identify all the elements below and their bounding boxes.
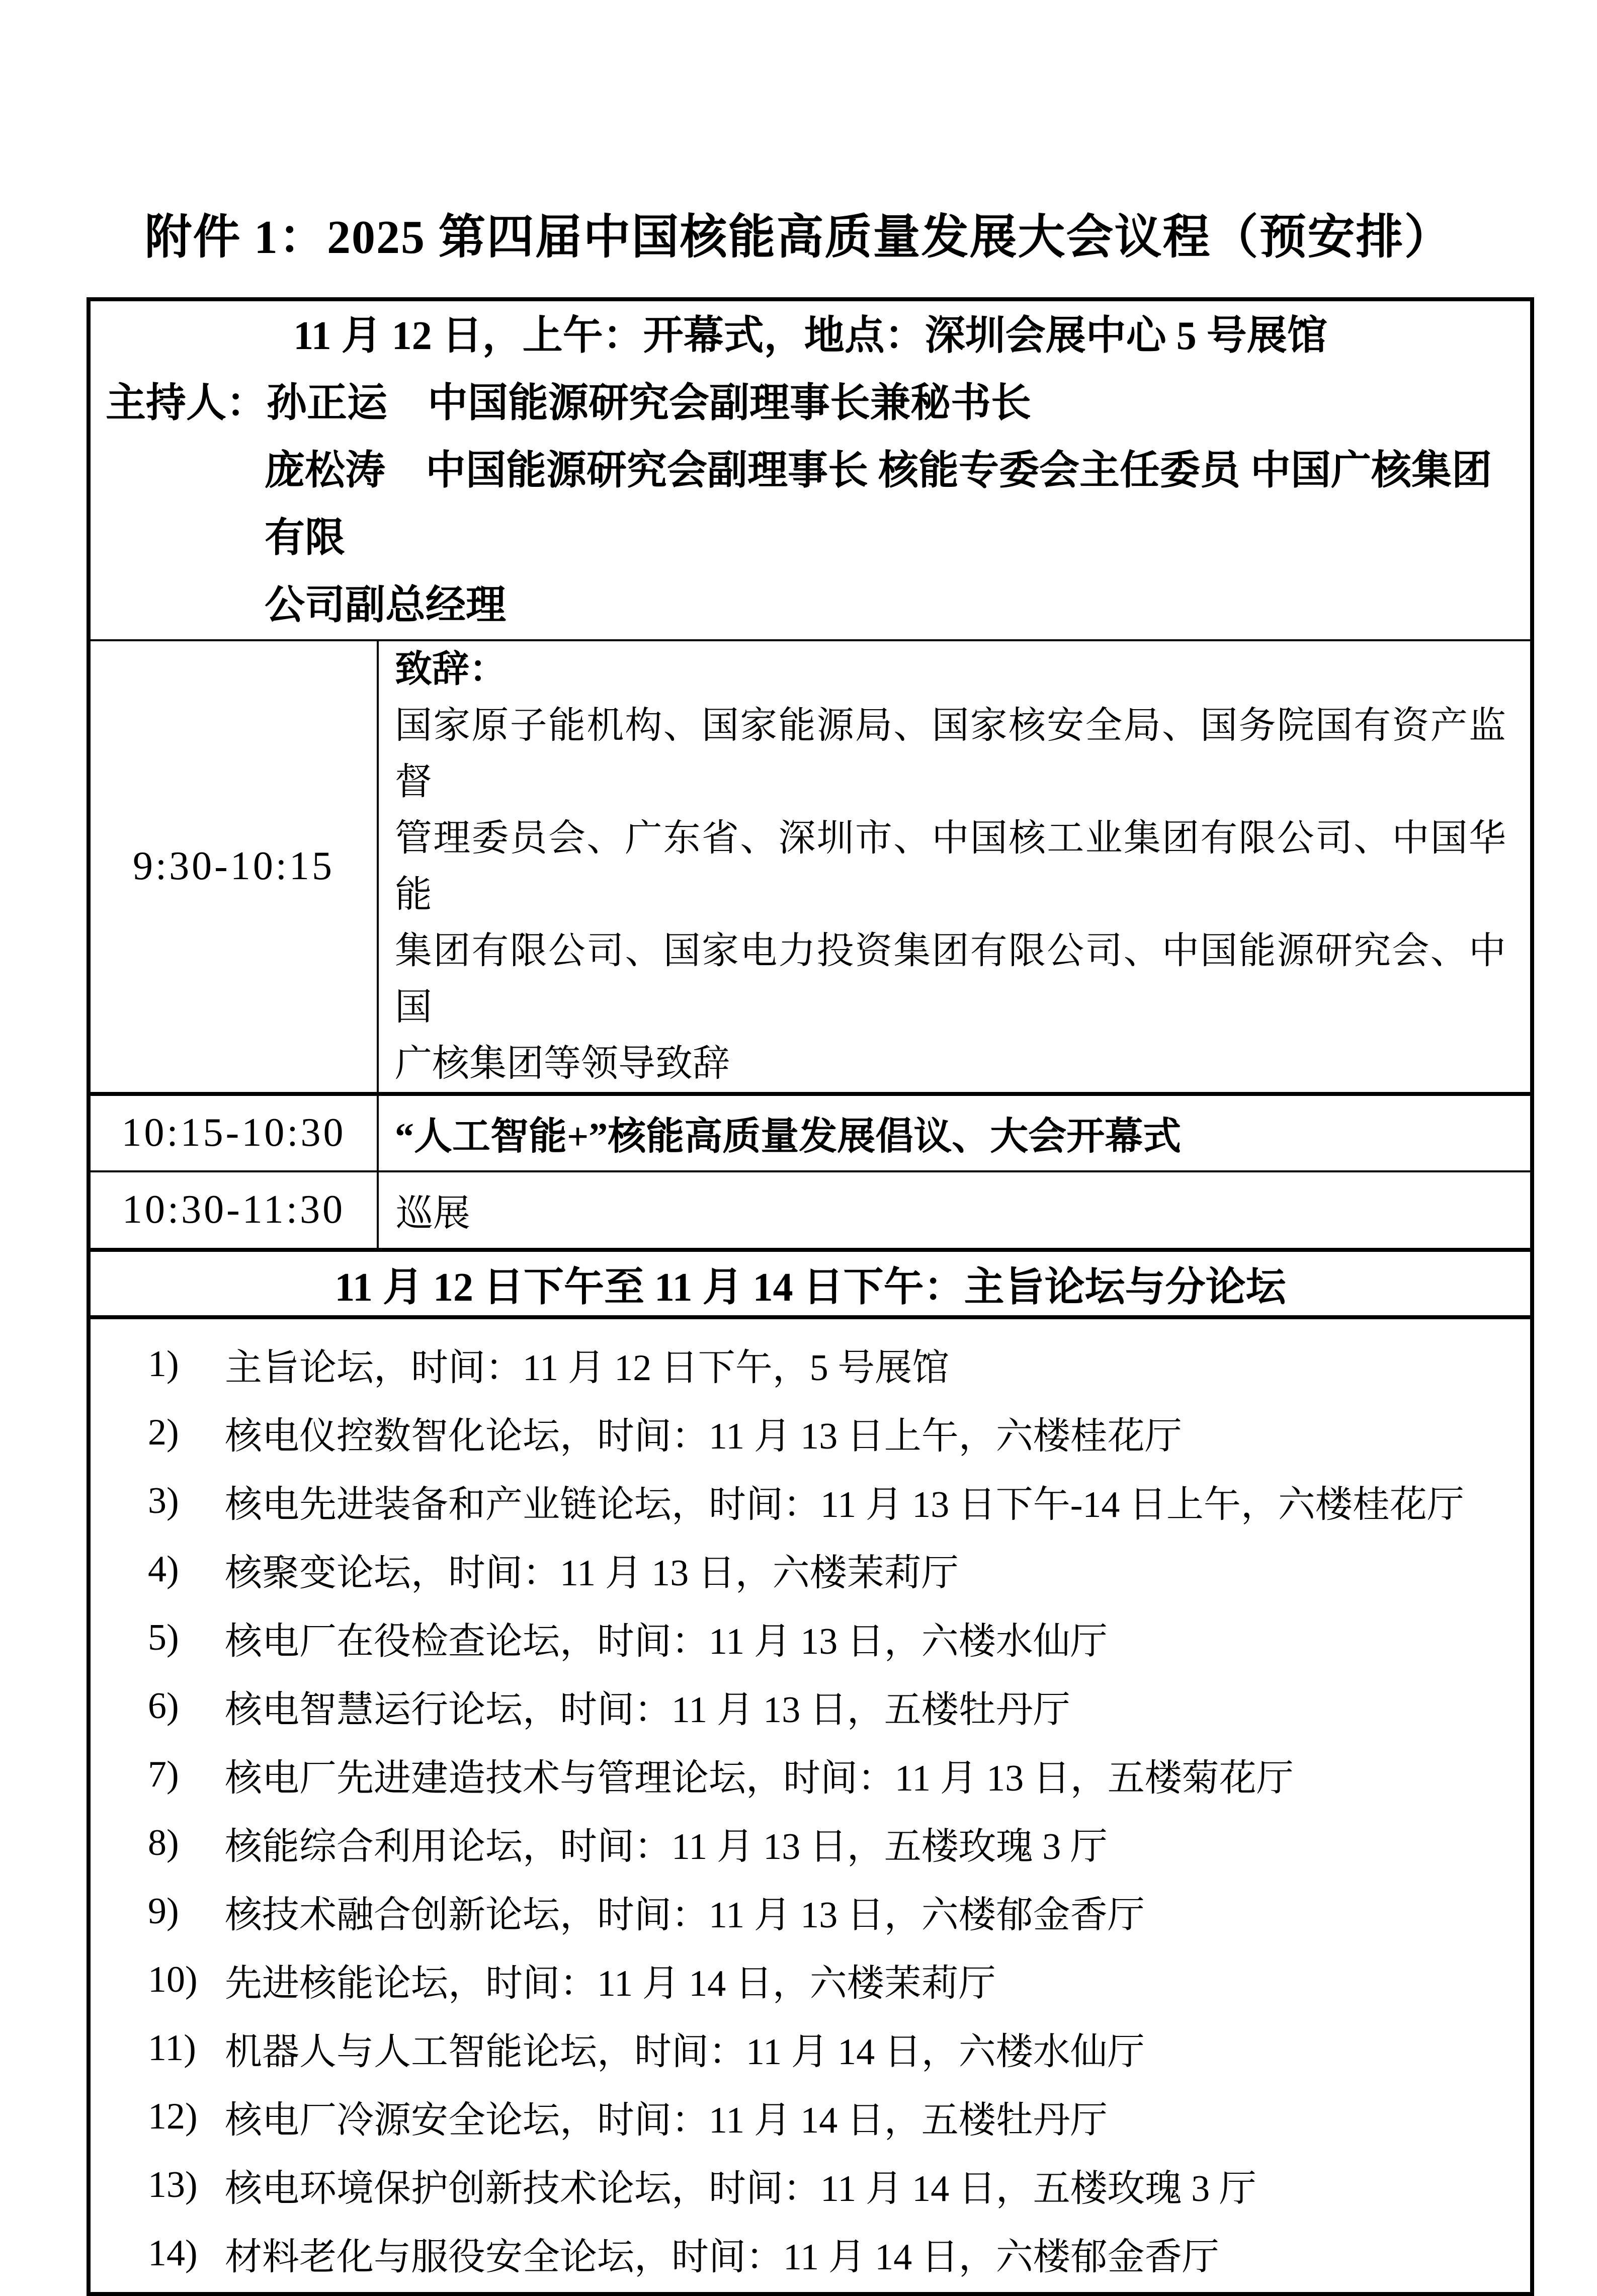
forum-item — [91, 1467, 1530, 1536]
forum-item — [91, 1809, 1530, 1878]
forum-item-number: 11) — [148, 2027, 196, 2069]
opening-session-cell — [89, 299, 1532, 640]
forum-item — [91, 2083, 1530, 2151]
forum-item-number: 6) — [148, 1685, 179, 1727]
forum-item — [91, 2014, 1530, 2083]
section-header-row — [89, 1250, 1532, 1317]
tour-row — [89, 1171, 1532, 1250]
forum-item-number: 10) — [148, 1959, 198, 2001]
forum-item-text: 核聚变论坛，时间：11 月 13 日，六楼茉莉厅 — [225, 1552, 959, 1594]
section-header-cell: 11 月 12 日下午至 11 月 14 日下午：主旨论坛与分论坛 — [89, 1250, 1532, 1317]
forum-item-text: 核能综合利用论坛，时间：11 月 13 日，五楼玫瑰 3 厅 — [225, 1826, 1108, 1867]
host-line-1: 主持人：孙正运 中国能源研究会副理事长兼秘书长 — [106, 381, 1031, 426]
forum-item — [91, 1604, 1530, 1672]
forum-item — [91, 1536, 1530, 1604]
initiative-time: 10:15-10:30 — [89, 1094, 378, 1171]
speech-line: 广核集团等领导致辞 — [395, 1043, 730, 1084]
speech-content — [378, 640, 1532, 1094]
forum-item — [91, 1741, 1530, 1809]
opening-session-header: 11 月 12 日，上午：开幕式，地点：深圳会展中心 5 号展馆 — [293, 313, 1327, 358]
forum-item-text: 先进核能论坛，时间：11 月 14 日，六楼茉莉厅 — [225, 1963, 996, 2004]
forum-list-row — [89, 1317, 1532, 2294]
forum-item-text: 核电智慧运行论坛，时间：11 月 13 日，五楼牡丹厅 — [225, 1689, 1070, 1731]
page-title: 附件 1：2025 第四届中国核能高质量发展大会议程（预安排） — [144, 211, 1453, 264]
forum-item — [91, 2220, 1530, 2288]
forum-item-number: 4) — [148, 1549, 179, 1590]
forum-item-number: 8) — [148, 1822, 179, 1864]
forum-item-number: 14) — [148, 2233, 198, 2274]
speech-time: 9:30-10:15 — [89, 640, 378, 1094]
forum-item-text: 核电环境保护创新技术论坛，时间：11 月 14 日，五楼玫瑰 3 厅 — [225, 2168, 1256, 2209]
forum-item-text: 机器人与人工智能论坛，时间：11 月 14 日，六楼水仙厅 — [225, 2031, 1145, 2073]
speech-line: 管理委员会、广东省、深圳市、中国核工业集团有限公司、中国华能 — [395, 817, 1506, 915]
forum-item-text: 核电厂在役检查论坛，时间：11 月 13 日，六楼水仙厅 — [225, 1621, 1108, 1662]
forum-item-number: 12) — [148, 2096, 198, 2138]
forum-list — [91, 1330, 1530, 2288]
forum-item — [91, 1330, 1530, 1399]
forum-item-text: 核电仪控数智化论坛，时间：11 月 13 日上午，六楼桂花厅 — [225, 1415, 1182, 1457]
tour-content: 巡展 — [378, 1171, 1532, 1250]
forum-item-text: 核电先进装备和产业链论坛，时间：11 月 13 日下午-14 日上午，六楼桂花厅 — [225, 1484, 1464, 1525]
forum-item-number: 1) — [148, 1343, 179, 1385]
forum-item-number: 9) — [148, 1891, 179, 1932]
forum-item-text: 核电厂先进建造技术与管理论坛，时间：11 月 13 日，五楼菊花厅 — [225, 1757, 1294, 1799]
forum-item-number: 5) — [148, 1617, 179, 1659]
speech-line: 国家原子能机构、国家能源局、国家核安全局、国务院国有资产监督 — [395, 705, 1506, 803]
speech-row — [89, 640, 1532, 1094]
forum-item-text: 核电厂冷源安全论坛，时间：11 月 14 日，五楼牡丹厅 — [225, 2099, 1108, 2141]
tour-time: 10:30-11:30 — [89, 1171, 378, 1250]
forum-item — [91, 2151, 1530, 2220]
forum-item — [91, 1672, 1530, 1741]
forum-item-number: 2) — [148, 1412, 179, 1454]
host-line-3: 公司副总经理 — [265, 583, 506, 628]
speech-lines — [395, 698, 1506, 1092]
forum-item — [91, 1878, 1530, 1946]
forum-item-number: 7) — [148, 1754, 179, 1796]
forum-item-number: 3) — [148, 1480, 179, 1522]
forum-item — [91, 1399, 1530, 1467]
host-line-2: 庞松涛 中国能源研究会副理事长 核能专委会主任委员 中国广核集团有限 — [265, 448, 1492, 560]
initiative-row — [89, 1094, 1532, 1171]
opening-session-row — [89, 299, 1532, 640]
forum-item-text: 主旨论坛，时间：11 月 12 日下午，5 号展馆 — [225, 1347, 950, 1389]
forum-list-cell — [89, 1317, 1532, 2294]
speech-line: 集团有限公司、国家电力投资集团有限公司、中国能源研究会、中国 — [395, 930, 1506, 1028]
forum-item-text: 核技术融合创新论坛，时间：11 月 13 日，六楼郁金香厅 — [225, 1894, 1145, 1936]
forum-item-text: 材料老化与服役安全论坛，时间：11 月 14 日，六楼郁金香厅 — [225, 2236, 1219, 2278]
forum-item — [91, 1946, 1530, 2014]
agenda-table — [87, 297, 1534, 2296]
speech-title: 致辞： — [395, 648, 507, 690]
forum-item-number: 13) — [148, 2164, 198, 2206]
initiative-content: “人工智能+”核能高质量发展倡议、大会开幕式 — [378, 1094, 1532, 1171]
